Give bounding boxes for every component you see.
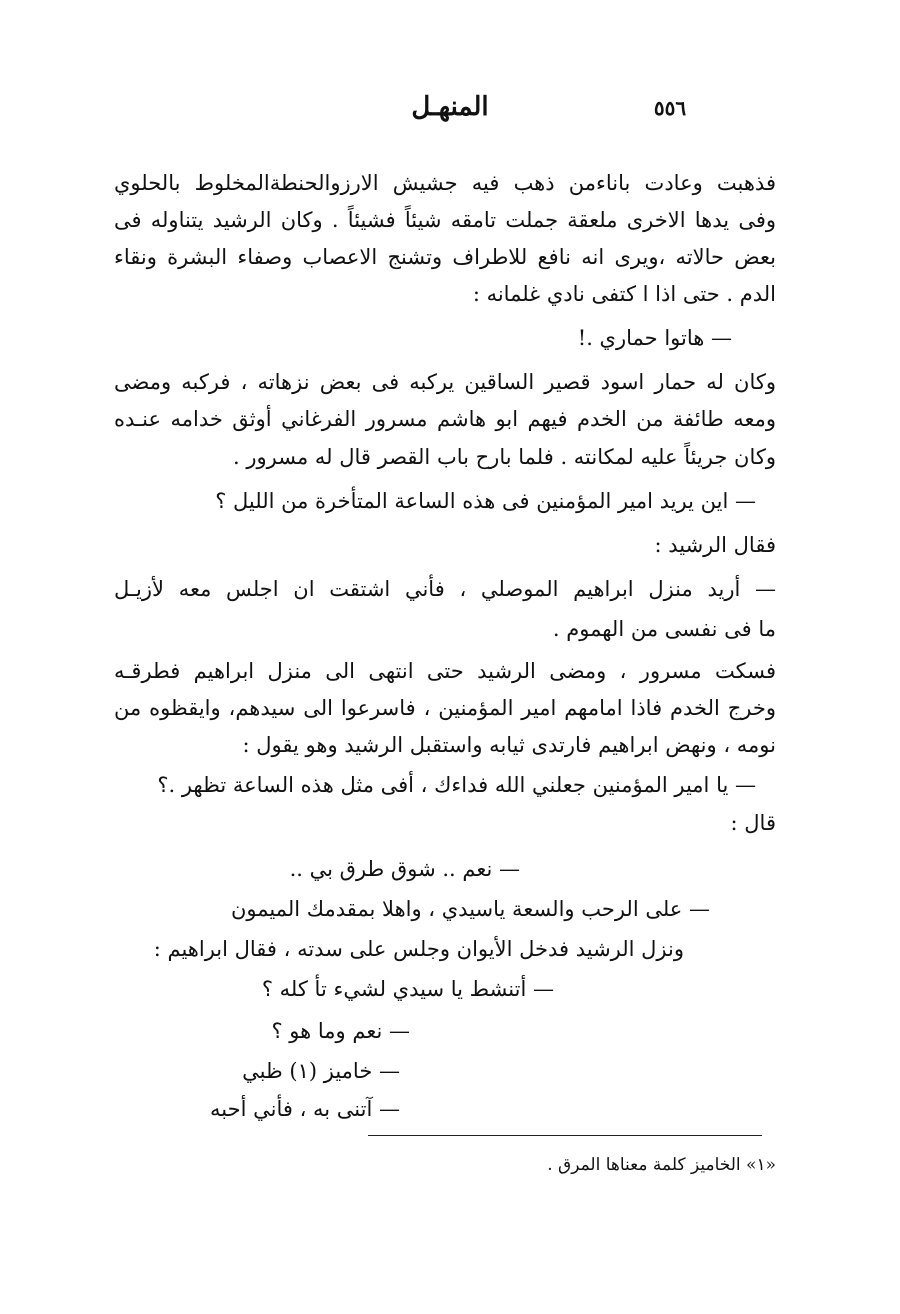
- footnote-separator: [368, 1135, 762, 1136]
- text-line: فذهبت وعادت باناءمن ذهب فيه جشيش الارزوالحنطةالمخلوط بالحلوي: [114, 171, 776, 195]
- dialogue-line: — نعم .. شوق طرق بي ..: [289, 857, 520, 881]
- text-line: وكان له حمار اسود قصير الساقين يركبه فى بعض نزهاته ، فركبه ومضى: [114, 370, 776, 394]
- text-line: فسكت مسرور ، ومضى الرشيد حتى انتهى الى منزل ابراهيم فطرقـه: [114, 659, 776, 683]
- text-line: قال :: [730, 811, 776, 835]
- text-line: بعض حالاته ،ويرى انه نافع للاطراف وتشنج الاعصاب وصفاء البشرة ونقاء: [114, 245, 776, 269]
- footnote: «١» الخاميز كلمة معناها المرق .: [547, 1155, 776, 1175]
- dialogue-line: — أريد منزل ابراهيم الموصلي ، فأني اشتقت ان اجلس معه لأزيـل: [114, 577, 776, 601]
- text-line: فقال الرشيد :: [654, 533, 776, 557]
- dialogue-line: — أتنشط يا سيدي لشيء تأ كله ؟: [261, 977, 554, 1001]
- dialogue-line: — هاتوا حماري .!: [577, 326, 732, 350]
- text-line: ومعه طائفة من الخدم فيهم ابو هاشم مسرور الفرغاني أوثق خدامه عنـده: [114, 407, 776, 431]
- dialogue-line: — نعم وما هو ؟: [271, 1019, 410, 1043]
- text-line: نومه ، ونهض ابراهيم فارتدى ثيابه واستقبل الرشيد وهو يقول :: [242, 733, 776, 757]
- page-number: ٥٥٦: [653, 96, 687, 120]
- text-line: ما فى نفسى من الهموم .: [552, 617, 776, 641]
- dialogue-line: — خاميز (١) ظبي: [242, 1059, 400, 1083]
- text-line: الدم . حتى اذا ا كتفى نادي غلمانه :: [472, 282, 776, 306]
- text-line: ونزل الرشيد فدخل الأيوان وجلس على سدته ، فقال ابراهيم :: [153, 937, 684, 961]
- text-line: وفى يدها الاخرى ملعقة جملت تامقه شيئاً فشيئاً . وكان الرشيد يتناوله فى: [114, 208, 776, 232]
- dialogue-line: — آتنى به ، فأني أحبه: [210, 1097, 400, 1121]
- dialogue-line: — على الرحب والسعة ياسيدي ، واهلا بمقدمك الميمون: [230, 897, 710, 921]
- dialogue-line: — يا امير المؤمنين جعلني الله فداءك ، أفى مثل هذه الساعة تظهر .؟: [157, 773, 756, 797]
- dialogue-line: — اين يريد امير المؤمنين فى هذه الساعة المتأخرة من الليل ؟: [215, 489, 756, 513]
- text-line: وخرج الخدم فاذا امامهم امير المؤمنين ، فاسرعوا الى سيدهم، وايقظوه من: [114, 696, 776, 720]
- text-line: وكان جريئاً عليه لمكانته . فلما بارح باب القصر قال له مسرور .: [233, 445, 776, 469]
- running-title: المنهـل: [411, 92, 489, 122]
